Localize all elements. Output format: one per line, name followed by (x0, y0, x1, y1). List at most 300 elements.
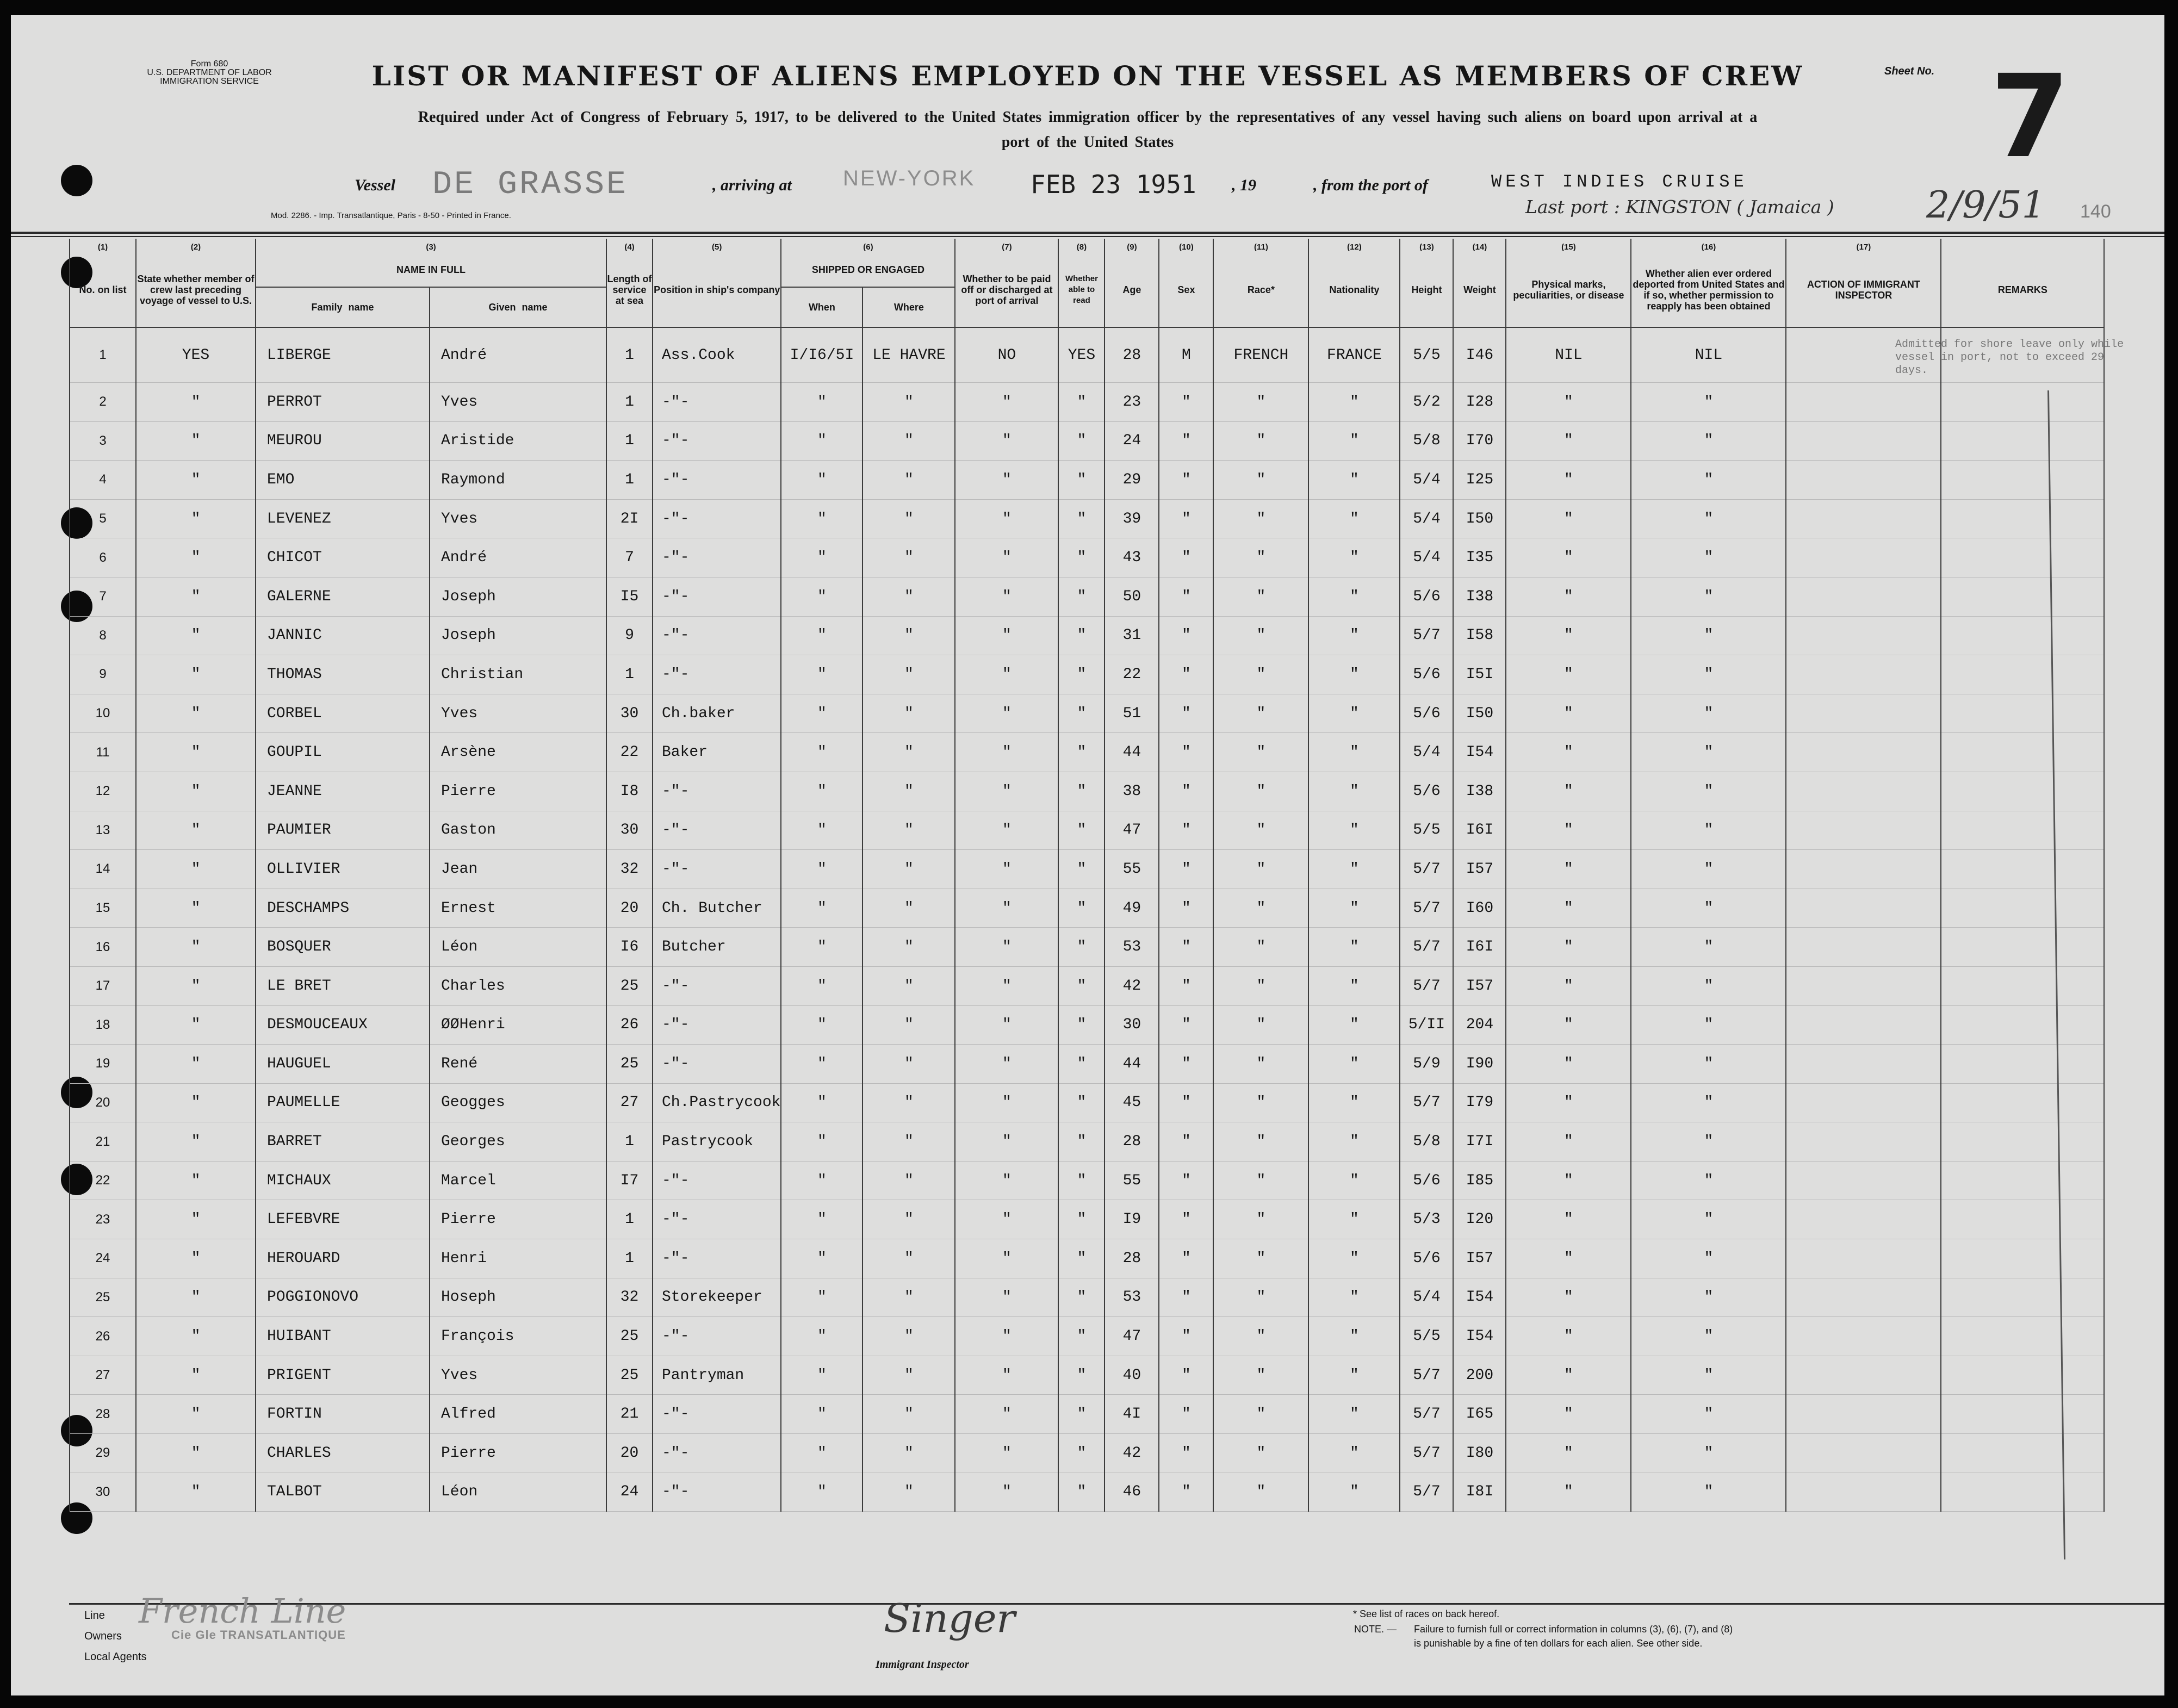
able-to-read: " (1058, 1083, 1104, 1122)
position: -"- (653, 577, 781, 616)
physical-marks: " (1506, 616, 1631, 655)
given-name: Pierre (430, 772, 606, 811)
remarks-cell (1941, 499, 2104, 538)
inspector-action-cell (1786, 1473, 1941, 1512)
family-name: GALERNE (256, 577, 430, 616)
sex: " (1159, 1083, 1213, 1122)
line-number: 24 (70, 1239, 136, 1278)
header-position: Position in ship's company (653, 253, 781, 327)
shipped-where: " (862, 733, 955, 772)
header-able-read: Whether able to read (1058, 253, 1104, 327)
table-row (70, 811, 2104, 850)
shipped-when: " (781, 538, 862, 577)
remarks-cell (1941, 1045, 2104, 1084)
paid-off: " (955, 850, 1058, 889)
inspector-action-cell (1786, 772, 1941, 811)
race: " (1213, 694, 1308, 733)
given-name: ØØHenri (430, 1005, 606, 1045)
height: 5/6 (1400, 577, 1453, 616)
remarks-cell (1941, 1473, 2104, 1512)
inspector-action-cell (1786, 655, 1941, 694)
weight: I60 (1453, 889, 1506, 928)
position: -"- (653, 383, 781, 422)
nationality: " (1308, 499, 1400, 538)
weight: I6I (1453, 811, 1506, 850)
given-name: Pierre (430, 1200, 606, 1239)
age: 49 (1104, 889, 1159, 928)
sex: " (1159, 1356, 1213, 1395)
paid-off: " (955, 461, 1058, 500)
shipped-where: " (862, 383, 955, 422)
weight: I25 (1453, 461, 1506, 500)
nationality: " (1308, 383, 1400, 422)
paid-off: " (955, 1239, 1058, 1278)
given-name: François (430, 1317, 606, 1356)
paid-off: " (955, 928, 1058, 967)
given-name: Gaston (430, 811, 606, 850)
family-name: PAUMIER (256, 811, 430, 850)
given-name: Yves (430, 499, 606, 538)
shipped-where: " (862, 1356, 955, 1395)
line-number: 4 (70, 461, 136, 500)
remarks-cell (1941, 1434, 2104, 1473)
able-to-read: " (1058, 1395, 1104, 1434)
col-num: (2) (136, 239, 256, 253)
race: " (1213, 889, 1308, 928)
deportation-status: " (1631, 577, 1786, 616)
table-row (70, 1045, 2104, 1084)
sex: " (1159, 1161, 1213, 1200)
year-label: , 19 (1232, 176, 1256, 194)
col-num: (17) (1786, 239, 1941, 253)
family-name: JEANNE (256, 772, 430, 811)
sheet-number: 7 (1990, 50, 2070, 183)
weight: I7I (1453, 1122, 1506, 1162)
length-of-service: 1 (606, 383, 653, 422)
table-row (70, 577, 2104, 616)
race: " (1213, 655, 1308, 694)
page-title: LIST OR MANIFEST OF ALIENS EMPLOYED ON THE VESSEL AS MEMBERS OF CREW (371, 60, 1804, 92)
header-state-whether: State whether member of crew last preceding voyage of vessel to U.S. (136, 253, 256, 327)
line-number: 8 (70, 616, 136, 655)
weight: 204 (1453, 1005, 1506, 1045)
sex: " (1159, 1395, 1213, 1434)
age: 53 (1104, 928, 1159, 967)
sex: " (1159, 1473, 1213, 1512)
inspector-action-cell (1786, 616, 1941, 655)
inspector-action-cell (1786, 850, 1941, 889)
nationality: " (1308, 1473, 1400, 1512)
previous-voyage: " (136, 1473, 256, 1512)
inspector-action-cell (1786, 461, 1941, 500)
header-remarks: REMARKS (1941, 253, 2104, 327)
race: " (1213, 461, 1308, 500)
race: " (1213, 383, 1308, 422)
line-number: 26 (70, 1317, 136, 1356)
age: 50 (1104, 577, 1159, 616)
paid-off: " (955, 616, 1058, 655)
note-line1: Failure to furnish full or correct information in columns (3), (6), (7), and (8) (1414, 1624, 1733, 1635)
inspector-action-cell (1786, 1239, 1941, 1278)
deportation-status: " (1631, 928, 1786, 967)
nationality: " (1308, 538, 1400, 577)
able-to-read: " (1058, 733, 1104, 772)
paid-off: " (955, 499, 1058, 538)
line-number: 9 (70, 655, 136, 694)
weight: I38 (1453, 772, 1506, 811)
service-name: IMMIGRATION SERVICE (160, 77, 259, 86)
from-port-label: , from the port of (1313, 176, 1428, 194)
table-row (70, 1239, 2104, 1278)
table-row (70, 1122, 2104, 1162)
line-number: 10 (70, 694, 136, 733)
race: " (1213, 499, 1308, 538)
position: Ch. Butcher (653, 889, 781, 928)
given-name: Charles (430, 966, 606, 1005)
previous-voyage: " (136, 655, 256, 694)
position: -"- (653, 1161, 781, 1200)
header-physical: Physical marks, peculiarities, or disease (1506, 253, 1631, 327)
able-to-read: " (1058, 694, 1104, 733)
line-number: 1 (70, 327, 136, 383)
col-num: (14) (1453, 239, 1506, 253)
sheet-label: Sheet No. (1884, 65, 1935, 77)
header-rule (11, 232, 2164, 234)
shipped-where: " (862, 811, 955, 850)
given-name: René (430, 1045, 606, 1084)
length-of-service: 7 (606, 538, 653, 577)
shipped-when: " (781, 1356, 862, 1395)
previous-voyage: " (136, 966, 256, 1005)
height: 5/6 (1400, 1161, 1453, 1200)
family-name: DESCHAMPS (256, 889, 430, 928)
remarks-cell (1941, 811, 2104, 850)
height: 5/2 (1400, 383, 1453, 422)
inspector-action-cell (1786, 1278, 1941, 1317)
weight: I65 (1453, 1395, 1506, 1434)
race: " (1213, 1239, 1308, 1278)
able-to-read: " (1058, 655, 1104, 694)
weight: I20 (1453, 1200, 1506, 1239)
able-to-read: " (1058, 1045, 1104, 1084)
table-row (70, 1083, 2104, 1122)
physical-marks: " (1506, 499, 1631, 538)
height: 5/7 (1400, 889, 1453, 928)
able-to-read: " (1058, 889, 1104, 928)
line-number: 13 (70, 811, 136, 850)
able-to-read: " (1058, 1239, 1104, 1278)
paid-off: " (955, 421, 1058, 461)
race: " (1213, 1005, 1308, 1045)
header-name-in-full: NAME IN FULL (256, 253, 606, 287)
race: " (1213, 928, 1308, 967)
line-number: 22 (70, 1161, 136, 1200)
weight: I57 (1453, 850, 1506, 889)
height: 5/4 (1400, 1278, 1453, 1317)
previous-voyage: " (136, 1045, 256, 1084)
shipped-where: " (862, 655, 955, 694)
weight: I79 (1453, 1083, 1506, 1122)
age: 28 (1104, 327, 1159, 383)
given-name: Yves (430, 383, 606, 422)
position: Ass.Cook (653, 327, 781, 383)
remarks-cell (1941, 616, 2104, 655)
nationality: " (1308, 966, 1400, 1005)
vessel-label: Vessel (355, 176, 395, 194)
table-row (70, 1278, 2104, 1317)
inspector-action-cell (1786, 577, 1941, 616)
remarks-cell (1941, 1083, 2104, 1122)
height: 5/5 (1400, 327, 1453, 383)
inspector-action-cell (1786, 928, 1941, 967)
able-to-read: " (1058, 966, 1104, 1005)
header-nationality: Nationality (1308, 253, 1400, 327)
age: 4I (1104, 1395, 1159, 1434)
deportation-status: " (1631, 1083, 1786, 1122)
nationality: " (1308, 1083, 1400, 1122)
nationality: " (1308, 655, 1400, 694)
given-name: Marcel (430, 1161, 606, 1200)
nationality: " (1308, 772, 1400, 811)
crew-manifest-table (69, 239, 2105, 1512)
inspector-label: Immigrant Inspector (876, 1659, 969, 1670)
race: " (1213, 733, 1308, 772)
race: " (1213, 1356, 1308, 1395)
given-name: Joseph (430, 577, 606, 616)
header-action: ACTION OF IMMIGRANT INSPECTOR (1786, 253, 1941, 327)
sex: " (1159, 461, 1213, 500)
table-row (70, 772, 2104, 811)
height: 5/8 (1400, 421, 1453, 461)
requirement-text: Required under Act of Congress of February 5, 1917, to be delivered to the United States immigration officer by the representatives of any vessel having such aliens on board upon arrival at a (418, 109, 1758, 126)
line-number: 29 (70, 1434, 136, 1473)
previous-voyage: " (136, 461, 256, 500)
deportation-status: " (1631, 1356, 1786, 1395)
col-num: (3) (256, 239, 606, 253)
weight: I35 (1453, 538, 1506, 577)
page-number: 140 (2080, 201, 2111, 222)
position: -"- (653, 1005, 781, 1045)
family-name: BOSQUER (256, 928, 430, 967)
line-number: 20 (70, 1083, 136, 1122)
position: -"- (653, 772, 781, 811)
given-name: Aristide (430, 421, 606, 461)
age: 44 (1104, 1045, 1159, 1084)
given-name: Yves (430, 694, 606, 733)
shipped-where: " (862, 1161, 955, 1200)
shipped-where: " (862, 1045, 955, 1084)
able-to-read: " (1058, 1473, 1104, 1512)
line-number: 27 (70, 1356, 136, 1395)
family-name: HAUGUEL (256, 1045, 430, 1084)
height: 5/4 (1400, 733, 1453, 772)
deportation-status: " (1631, 616, 1786, 655)
length-of-service: 20 (606, 889, 653, 928)
position: -"- (653, 616, 781, 655)
previous-voyage: " (136, 694, 256, 733)
line-number: 7 (70, 577, 136, 616)
position: -"- (653, 1395, 781, 1434)
sex: " (1159, 966, 1213, 1005)
inspector-action-cell (1786, 421, 1941, 461)
col-num: (16) (1631, 239, 1786, 253)
length-of-service: I6 (606, 928, 653, 967)
height: 5/7 (1400, 850, 1453, 889)
paid-off: " (955, 966, 1058, 1005)
shipped-when: " (781, 1122, 862, 1162)
physical-marks: " (1506, 889, 1631, 928)
inspector-action-cell (1786, 1045, 1941, 1084)
age: 47 (1104, 811, 1159, 850)
nationality: " (1308, 1434, 1400, 1473)
race: " (1213, 1045, 1308, 1084)
age: 44 (1104, 733, 1159, 772)
deportation-status: " (1631, 1239, 1786, 1278)
length-of-service: 25 (606, 1317, 653, 1356)
inspector-action-cell (1786, 383, 1941, 422)
able-to-read: " (1058, 811, 1104, 850)
nationality: " (1308, 1395, 1400, 1434)
race: " (1213, 1083, 1308, 1122)
age: 38 (1104, 772, 1159, 811)
table-row (70, 694, 2104, 733)
shipped-where: " (862, 1473, 955, 1512)
position: -"- (653, 655, 781, 694)
inspector-action-cell (1786, 694, 1941, 733)
family-name: DESMOUCEAUX (256, 1005, 430, 1045)
length-of-service: 27 (606, 1083, 653, 1122)
length-of-service: 1 (606, 1200, 653, 1239)
inspector-action-cell (1786, 733, 1941, 772)
weight: I85 (1453, 1161, 1506, 1200)
inspector-action-cell (1786, 1356, 1941, 1395)
given-name: Yves (430, 1356, 606, 1395)
position: -"- (653, 461, 781, 500)
deportation-status: " (1631, 733, 1786, 772)
nationality: " (1308, 1239, 1400, 1278)
race: " (1213, 538, 1308, 577)
age: 51 (1104, 694, 1159, 733)
family-name: CHARLES (256, 1434, 430, 1473)
nationality: " (1308, 928, 1400, 967)
remarks-cell (1941, 850, 2104, 889)
weight: I58 (1453, 616, 1506, 655)
sex: M (1159, 327, 1213, 383)
position: -"- (653, 1473, 781, 1512)
able-to-read: " (1058, 577, 1104, 616)
shipped-when: " (781, 577, 862, 616)
position: -"- (653, 499, 781, 538)
sex: " (1159, 811, 1213, 850)
nationality: " (1308, 1278, 1400, 1317)
inspector-action-cell (1786, 1161, 1941, 1200)
shipped-where: " (862, 1239, 955, 1278)
length-of-service: 32 (606, 850, 653, 889)
age: 42 (1104, 966, 1159, 1005)
length-of-service: 32 (606, 1278, 653, 1317)
family-name: HUIBANT (256, 1317, 430, 1356)
able-to-read: " (1058, 928, 1104, 967)
race: " (1213, 1200, 1308, 1239)
physical-marks: " (1506, 1083, 1631, 1122)
header-given-name: Given name (430, 287, 606, 327)
deportation-status: " (1631, 1434, 1786, 1473)
physical-marks: " (1506, 1005, 1631, 1045)
position: -"- (653, 850, 781, 889)
height: 5/3 (1400, 1200, 1453, 1239)
able-to-read: " (1058, 1434, 1104, 1473)
line-number: 17 (70, 966, 136, 1005)
vessel-name: DE GRASSE (432, 166, 629, 203)
arriving-label: , arriving at (712, 176, 792, 194)
sex: " (1159, 733, 1213, 772)
paid-off: " (955, 1045, 1058, 1084)
given-name: Léon (430, 928, 606, 967)
length-of-service: 25 (606, 1045, 653, 1084)
paid-off: " (955, 694, 1058, 733)
shipped-when: " (781, 1317, 862, 1356)
table-row (70, 1200, 2104, 1239)
able-to-read: " (1058, 850, 1104, 889)
col-num: (9) (1104, 239, 1159, 253)
length-of-service: 1 (606, 1239, 653, 1278)
header-weight: Weight (1453, 253, 1506, 327)
length-of-service: 1 (606, 1122, 653, 1162)
agents-label: Local Agents (84, 1651, 147, 1663)
family-name: LE BRET (256, 966, 430, 1005)
paid-off: " (955, 733, 1058, 772)
previous-voyage: " (136, 1005, 256, 1045)
length-of-service: 1 (606, 421, 653, 461)
inspector-action-cell (1786, 966, 1941, 1005)
age: I9 (1104, 1200, 1159, 1239)
length-of-service: 30 (606, 694, 653, 733)
inspector-action-cell (1786, 1122, 1941, 1162)
header-rule (11, 236, 2164, 237)
age: 28 (1104, 1122, 1159, 1162)
position: Pastrycook (653, 1122, 781, 1162)
family-name: OLLIVIER (256, 850, 430, 889)
remarks-cell (1941, 1317, 2104, 1356)
remarks-cell (1941, 1005, 2104, 1045)
paid-off: " (955, 1317, 1058, 1356)
inspector-action-cell (1786, 1083, 1941, 1122)
family-name: JANNIC (256, 616, 430, 655)
position: -"- (653, 966, 781, 1005)
previous-voyage: " (136, 1434, 256, 1473)
note-line2: is punishable by a fine of ten dollars for each alien. See other side. (1414, 1638, 1703, 1649)
header-paid-off: Whether to be paid off or discharged at port of arrival (955, 253, 1058, 327)
age: 23 (1104, 383, 1159, 422)
inspector-action-cell (1786, 1200, 1941, 1239)
height: 5/5 (1400, 811, 1453, 850)
sex: " (1159, 1434, 1213, 1473)
remarks-cell (1941, 1278, 2104, 1317)
length-of-service: I8 (606, 772, 653, 811)
given-name: Joseph (430, 616, 606, 655)
height: 5/7 (1400, 1434, 1453, 1473)
deportation-status: " (1631, 772, 1786, 811)
inspector-action-cell (1786, 1005, 1941, 1045)
nationality: " (1308, 1045, 1400, 1084)
shipped-where: " (862, 1005, 955, 1045)
previous-voyage: " (136, 1278, 256, 1317)
height: 5/9 (1400, 1045, 1453, 1084)
weight: I5I (1453, 655, 1506, 694)
shipped-where: " (862, 1122, 955, 1162)
shipped-where: " (862, 928, 955, 967)
able-to-read: " (1058, 772, 1104, 811)
